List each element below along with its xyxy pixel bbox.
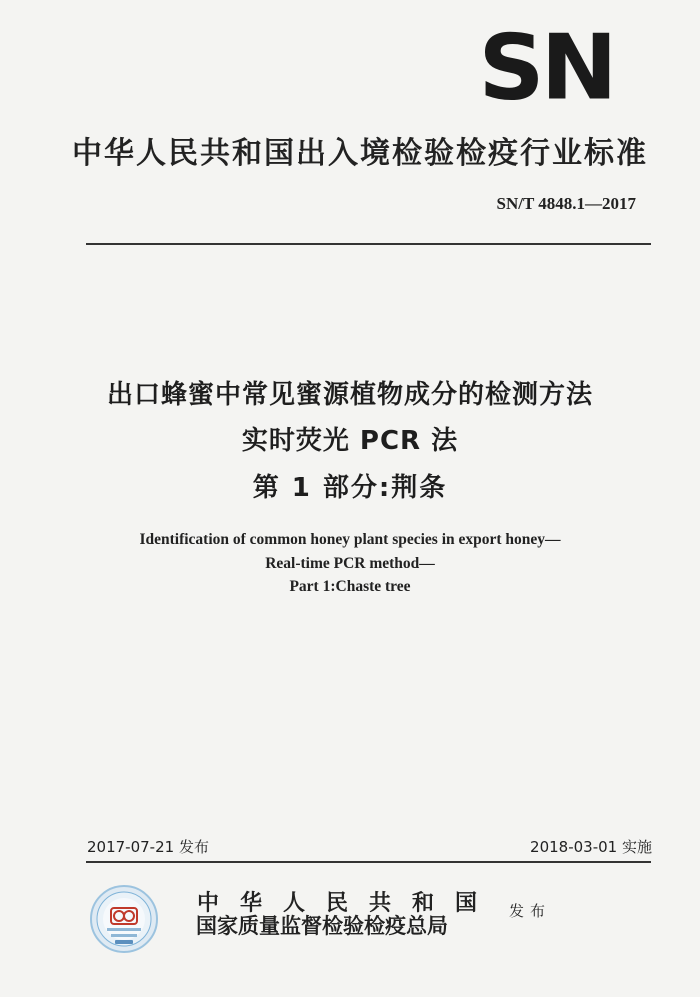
bottom-divider: [86, 861, 651, 863]
sn-logo: SN: [478, 15, 614, 120]
title-zh-line1: 出口蜂蜜中常见蜜源植物成分的检测方法: [106, 380, 593, 410]
issuer-line1: 中华人民共和国: [197, 890, 499, 916]
title-en-line2: Real-time PCR method—: [265, 555, 435, 572]
issue-date: 2017-07-21 发布: [87, 838, 209, 856]
title-zh-line2: 实时荧光 PCR 法: [241, 426, 459, 456]
issuer-line2: 国家质量监督检验检疫总局: [196, 913, 448, 938]
standard-number: SN/T 4848.1—2017: [496, 194, 636, 213]
publish-label: 发布: [509, 902, 552, 920]
title-en-line3: Part 1:Chaste tree: [289, 578, 411, 595]
title-en-line1: Identification of common honey plant species in export honey—: [139, 531, 561, 548]
top-divider: [86, 243, 651, 245]
implementation-date: 2018-03-01 实施: [530, 838, 652, 856]
title-zh-line3: 第 1 部分:荆条: [252, 473, 448, 503]
standard-category: 中华人民共和国出入境检验检疫行业标准: [72, 136, 648, 171]
anti-counterfeit-seal-icon: [89, 884, 159, 954]
